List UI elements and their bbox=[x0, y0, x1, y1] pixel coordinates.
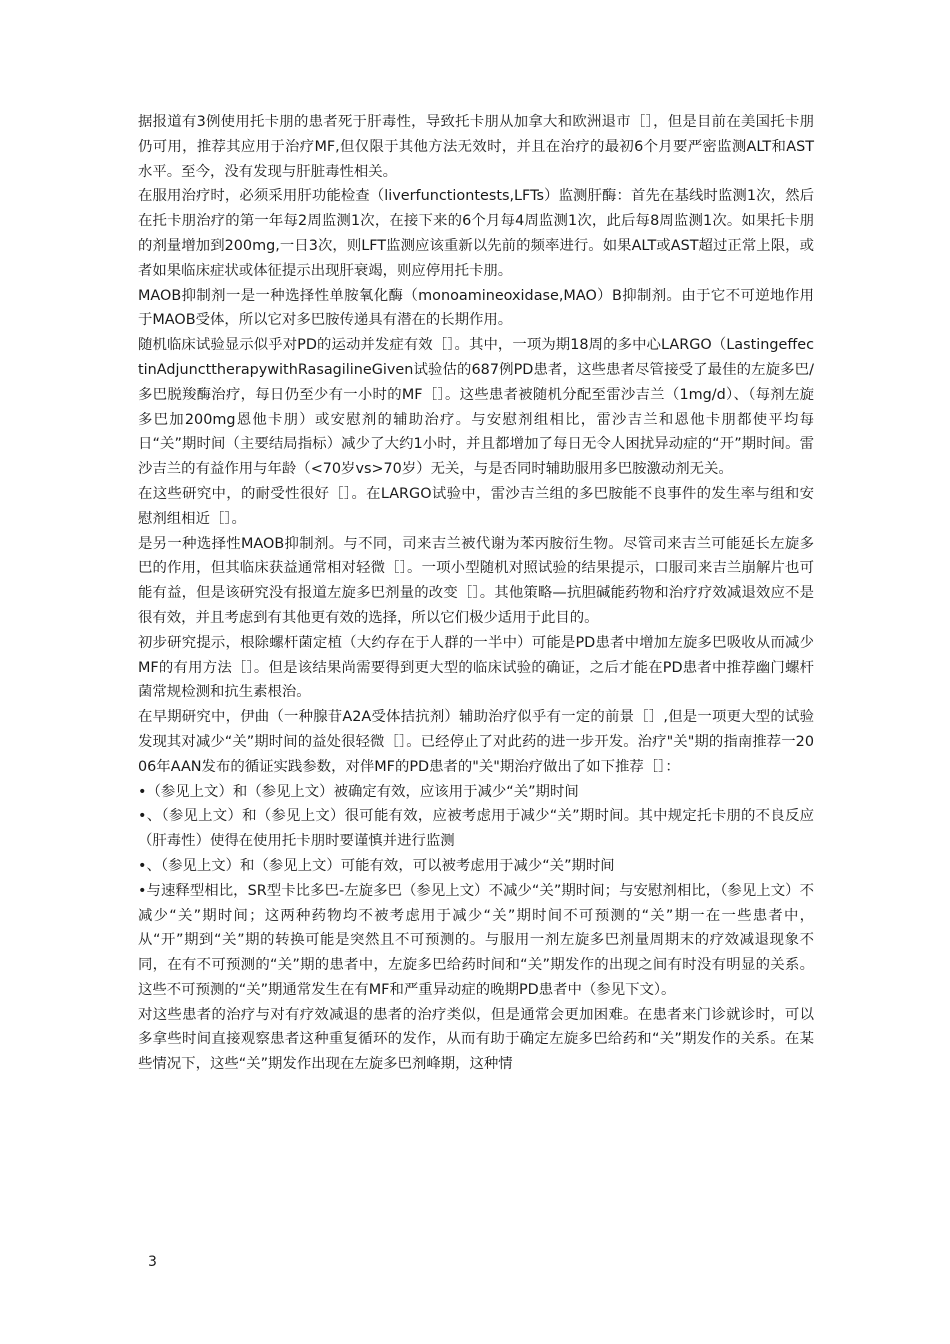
paragraph-largo-trial: 随机临床试验显示似乎对PD的运动并发症有效［］。其中，一项为期18周的多中心LARGO（LastingeffectinAdjuncttherapywithRasagilineGiven试验估的687例PD患者，这些患者尽管接受了最佳的左旋多巴/多巴脱羧酶治疗，每日仍至少有一小时的MF［］。这些患者被随机分配至雷沙吉兰（1mg/d）、（每剂左旋多巴加200mg恩他卡朋）或安慰剂的辅助治疗。与安慰剂组相比，雷沙吉兰和恩他卡朋都使平均每日“关”期时间（主要结局指标）减少了大约1小时，并且都增加了每日无令人困扰异动症的“开”期时间。雷沙吉兰的有益作用与年龄（<70岁vs>70岁）无关，与是否同时辅助服用多巴胺激动剂无关。 bbox=[138, 337, 814, 478]
paragraph-maob-inhibitor: MAOB抑制剂一是一种选择性单胺氧化酶（monoamineoxidase,MAO）B抑制剂。由于它不可逆地作用于MAOB受体，所以它对多巴胺传递具有潜在的长期作用。 bbox=[138, 287, 814, 329]
paragraph-liver-function-monitoring: 在服用治疗时，必须采用肝功能检查（liverfunctiontests,LFTs）监测肝酶：首先在基线时监测1次，然后在托卡朋治疗的第一年每2周监测1次，在接下来的6个月每4周监测1次，此后每8周监测1次。如果托卡朋的剂量增加到200mg,一日3次，则LFT监测应该重新以先前的频率进行。如果ALT或AST超过正常上限，或者如果临床症状或体征提示出现肝衰竭，则应停用托卡朋。 bbox=[138, 188, 814, 279]
paragraph-helicobacter: 初步研究提示，根除螺杆菌定植（大约存在于人群的一半中）可能是PD患者中增加左旋多巴吸收从而减少MF的有用方法［］。但是该结果尚需要得到更大型的临床试验的确证，之后才能在PD患者中推荐幽门螺杆菌常规检测和抗生素根治。 bbox=[138, 634, 814, 701]
bullet-item-not-effective: •与速释型相比，SR型卡比多巴-左旋多巴（参见上文）不减少“关”期时间；与安慰剂相比，（参见上文）不减少“关”期时间；这两种药物均不被考虑用于减少“关”期时间不可预测的“关”期一在一些患者中，从“开”期到“关”期的转换可能是突然且不可预测的。与服用一剂左旋多巴剂量周期末的疗效减退现象不同，在有不可预测的“关”期的患者中，左旋多巴给药时间和“关”期发作的出现之间有时没有明显的关系。这些不可预测的“关”期通常发生在有MF和严重异动症的晚期PD患者中（参见下文）。 bbox=[138, 882, 814, 998]
paragraph-selegiline: 是另一种选择性MAOB抑制剂。与不同，司来吉兰被代谢为苯丙胺衍生物。尽管司来吉兰可能延长左旋多巴的作用，但其临床获益通常相对轻微［］。一项小型随机对照试验的结果提示，口服司来吉兰崩解片也可能有益，但是该研究没有报道左旋多巴剂量的改变［］。其他策略—抗胆碱能药物和治疗疗效减退效应不是很有效，并且考虑到有其他更有效的选择，所以它们极少适用于此目的。 bbox=[138, 535, 814, 626]
bullet-item-probably-effective: •、（参见上文）和（参见上文）很可能有效，应被考虑用于减少“关”期时间。其中规定托卡朋的不良反应（肝毒性）使得在使用托卡朋时要谨慎并进行监测 bbox=[138, 808, 814, 850]
paragraph-tolerability: 在这些研究中，的耐受性很好［］。在LARGO试验中，雷沙吉兰组的多巴胺能不良事件的发生率与组和安慰剂组相近［］。 bbox=[138, 485, 814, 527]
paragraph-unpredictable-off-treatment: 对这些患者的治疗与对有疗效减退的患者的治疗类似，但是通常会更加困难。在患者来门诊就诊时，可以多拿些时间直接观察患者这种重复循环的发作，从而有助于确定左旋多巴给药和“关”期发作的关系。在某些情况下，这些“关”期发作出现在左旋多巴剂峰期，这种情 bbox=[138, 1006, 814, 1073]
bullet-item-possibly-effective: •、（参见上文）和（参见上文）可能有效，可以被考虑用于减少“关”期时间 bbox=[138, 857, 615, 874]
body-text bbox=[138, 110, 814, 1077]
page-number: 3 bbox=[148, 1254, 157, 1270]
bullet-item-established: •（参见上文）和（参见上文）被确定有效，应该用于减少“关”期时间 bbox=[138, 783, 579, 800]
paragraph-tolcapone-hepatotoxicity: 据报道有3例使用托卡朋的患者死于肝毒性，导致托卡朋从加拿大和欧洲退市［］，但是目前在美国托卡朋仍可用，推荐其应用于治疗MF,但仅限于其他方法无效时，并且在治疗的最初6个月要严密监测ALT和AST水平。至今，没有发现与肝脏毒性相关。 bbox=[138, 114, 814, 180]
paragraph-istradefylline-guideline: 在早期研究中，伊曲（一种腺苷A2A受体拮抗剂）辅助治疗似乎有一定的前景［］,但是一项更大型的试验发现其对减少“关”期时间的益处很轻微［］。已经停止了对此药的进一步开发。治疗"关"期的指南推荐一2006年AAN发布的循证实践参数，对伴MF的PD患者的"关"期治疗做出了如下推荐［］： bbox=[138, 709, 814, 775]
